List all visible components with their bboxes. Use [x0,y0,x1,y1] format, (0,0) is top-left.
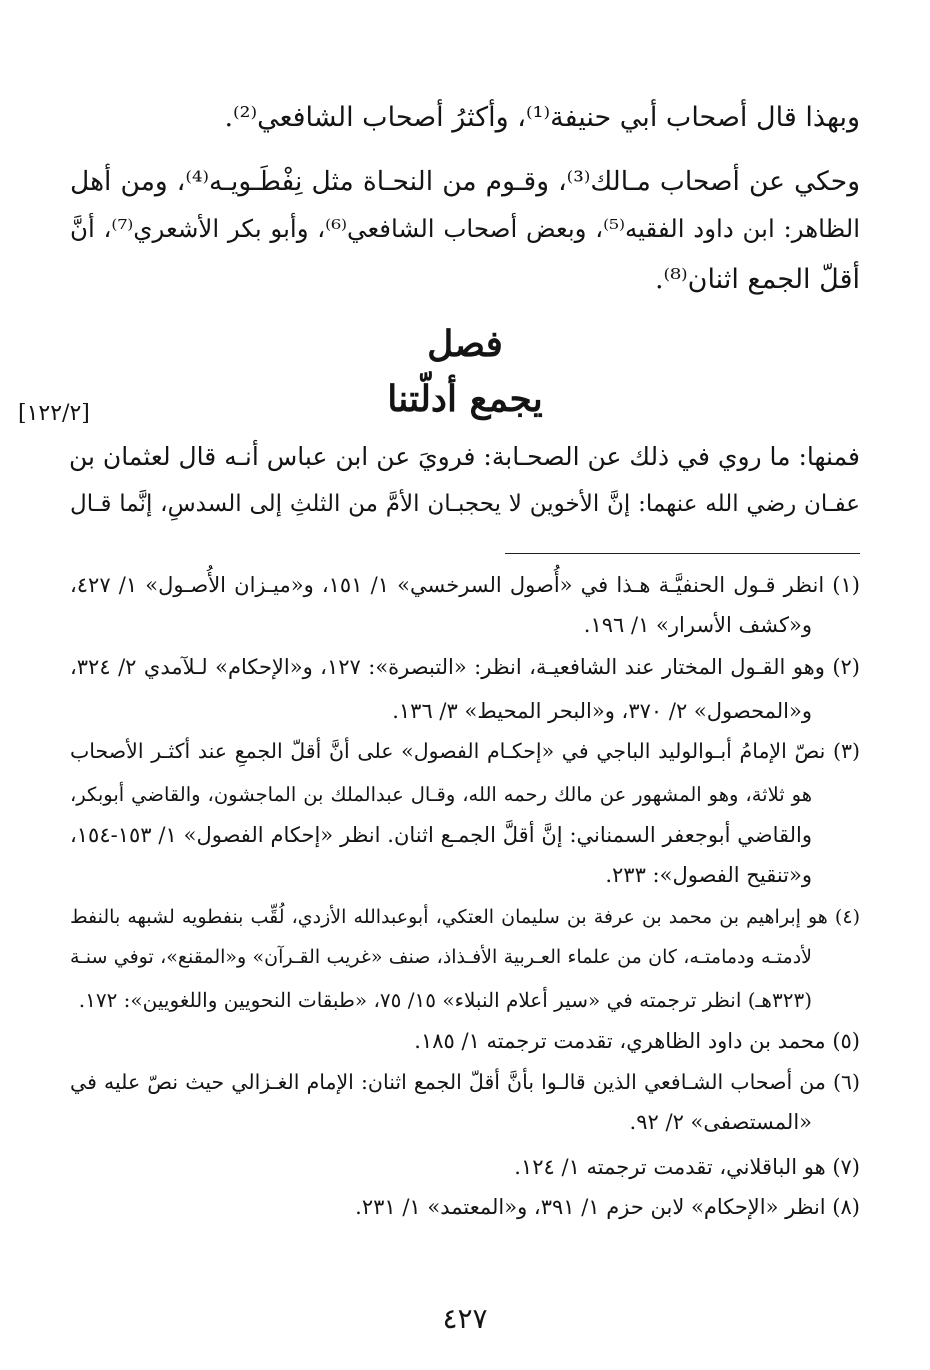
section-heading: فصل [427,323,503,365]
body-line-4: أقلّ الجمع اثنان⁽⁸⁾. [654,264,860,295]
page-number: ٤٢٧ [442,1302,488,1335]
footnote-4-line-2: لأدمتـه ودمامتـه، كان من علماء العـربية الأفـذاذ، صنف «غريب القـرآن» و«المقنع»، توفي سنـة [70,946,812,968]
footnote-3-line-2: هو ثلاثة، وهو المشهور عن مالك رحمه الله، وقـال عبدالملك بن الماجشون، والقاضي أبوبكر، [70,783,812,806]
footnote-7-line-1: (٧) هو الباقلاني، تقدمت ترجمته ١/ ١٢٤. [514,1155,860,1179]
section-line-2: عفـان رضي الله عنهما: إنَّ الأخوين لا يحجبـان الأمَّ من الثلثِ إلى السدسِ، إنَّما قـال [70,491,860,517]
body-line-2: وحكي عن أصحاب مـالك⁽³⁾، وقـوم من النحـاة مثل نِفْطَـويـه⁽⁴⁾، ومن أهل [70,166,860,197]
footnote-4-line-1: (٤) هو إبراهيم بن محمد بن عرفة بن سليمان العتكي، أبوعبدالله الأزدي، لُقِّب بنفطويه لشبهه بالنفط [70,906,860,928]
body-line-1: وبهذا قال أصحاب أبي حنيفة⁽¹⁾، وأكثرُ أصحاب الشافعي⁽²⁾. [224,102,860,133]
footnote-6-line-1: (٦) من أصحاب الشـافعي الذين قالـوا بأنَّ أقلّ الجمع اثنان: الإمام الغـزالي حيث نصّ عليه في [70,1070,860,1094]
footnote-3-line-1: (٣) نصّ الإمامُ أبـوالوليد الباجي في «إحكـام الفصول» على أنَّ أقلّ الجمعِ عند أكثـر الأصحاب [70,739,860,763]
body-line-3: الظاهر: ابن داود الفقيه⁽⁵⁾، وبعض أصحاب الشافعي⁽⁶⁾، وأبو بكر الأشعري⁽⁷⁾، أنَّ [70,214,861,243]
section-subheading: يجمع أدلّتنا [387,378,543,420]
footnote-4-line-3: (٣٢٣هـ) انظر ترجمته في «سير أعلام النبلاء» ١٥/ ٧٥، «طبقات النحويين واللغويين»: ١٧٢. [78,988,812,1012]
footnote-8-line-1: (٨) انظر «الإحكام» لابن حزم ١/ ٣٩١، و«المعتمد» ١/ ٢٣١. [355,1195,860,1219]
footnote-2-line-2: و«المحصول» ٢/ ٣٧٠، و«البحر المحيط» ٣/ ١٣٦. [392,699,812,723]
footnote-2-line-1: (٢) وهو القـول المختار عند الشافعيـة، انظر: «التبصرة»: ١٢٧، و«الإحكام» لـلآمدي ٢/ ٣٢٤، [70,655,860,679]
footnote-1-line-1: (١) انظر قـول الحنفيَّـة هـذا في «أُصول السرخسي» ١/ ١٥١، و«ميـزان الأُصـول» ١/ ٤٢٧، [70,573,860,597]
footnote-5-line-1: (٥) محمد بن داود الظاهري، تقدمت ترجمته ١/ ١٨٥. [414,1029,860,1053]
manuscript-page-reference: [١٢٢/٢] [18,401,90,426]
footnote-separator [505,553,860,554]
footnote-6-line-2: «المستصفى» ٢/ ٩٢. [629,1110,812,1134]
footnote-3-line-4: و«تنقيح الفصول»: ٢٣٣. [605,863,812,887]
footnote-3-line-3: والقاضي أبوجعفر السمناني: إنَّ أقلَّ الجمـع اثنان. انظر «إحكام الفصول» ١/ ١٥٣-١٥٤، [70,823,812,847]
section-line-1: فمنها: ما روي في ذلك عن الصحـابة: فرويَ عن ابن عباس أنـه قال لعثمان بن [68,442,860,471]
footnote-1-line-2: و«كشف الأسرار» ١/ ١٩٦. [583,613,812,637]
